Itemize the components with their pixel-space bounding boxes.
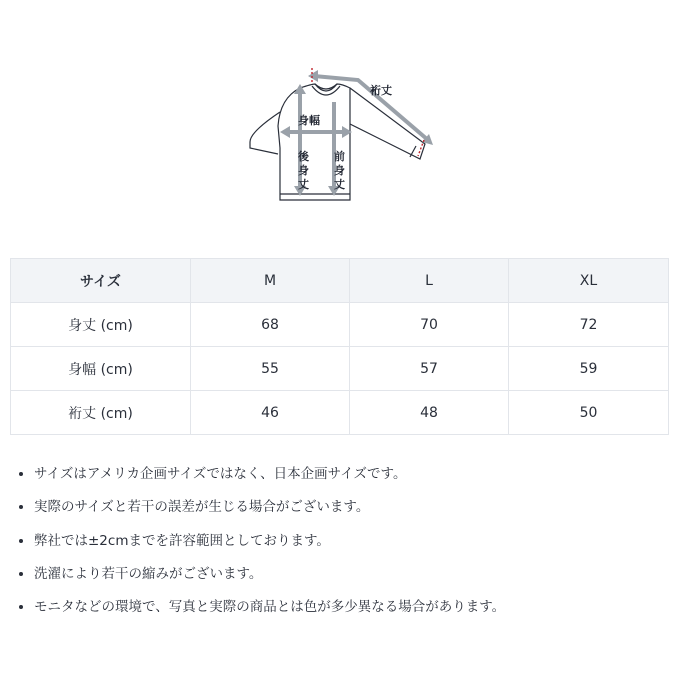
label-front-length [334, 149, 345, 191]
table-row [11, 391, 669, 435]
header-xl: XL [509, 259, 669, 303]
table-header-row [11, 259, 669, 303]
header-size: サイズ [11, 259, 191, 303]
label-back-length [297, 149, 310, 191]
cell-value: 46 [191, 391, 350, 435]
row-label: 裄丈 (cm) [11, 391, 191, 435]
table-row [11, 303, 669, 347]
list-item: • 実際のサイズと若干の誤差が生じる場合がございます。 [34, 491, 680, 524]
size-diagram [240, 62, 440, 212]
cell-value: 48 [350, 391, 509, 435]
row-label: 身幅 (cm) [11, 347, 191, 391]
list-item: • 弊社では±2cmまでを許容範囲としております。 [34, 525, 680, 558]
cell-value: 57 [350, 347, 509, 391]
svg-text:身: 身 [298, 164, 309, 177]
svg-text:身: 身 [334, 164, 345, 177]
cell-value: 68 [191, 303, 350, 347]
cell-value: 50 [509, 391, 669, 435]
label-body-width: 身幅 [298, 114, 320, 127]
list-item: • モニタなどの環境で、写真と実際の商品とは色が多少異なる場合があります。 [34, 591, 680, 624]
seam-markers [312, 68, 424, 156]
cell-value: 59 [509, 347, 669, 391]
svg-text:前: 前 [334, 150, 345, 163]
svg-text:丈: 丈 [298, 178, 309, 191]
svg-text:後: 後 [298, 150, 309, 163]
cell-value: 70 [350, 303, 509, 347]
label-sleeve-length: 裄丈 [370, 84, 392, 97]
header-m: M [191, 259, 350, 303]
cell-value: 55 [191, 347, 350, 391]
header-l: L [350, 259, 509, 303]
cell-value: 72 [509, 303, 669, 347]
table-row [11, 347, 669, 391]
list-item: • サイズはアメリカ企画サイズではなく、日本企画サイズです。 [34, 458, 680, 491]
size-table [10, 258, 669, 435]
list-item: • 洗濯により若干の縮みがございます。 [34, 558, 680, 591]
row-label: 身丈 (cm) [11, 303, 191, 347]
svg-text:丈: 丈 [334, 178, 345, 191]
shirt-outline-graphic [240, 62, 440, 212]
notes-list [16, 458, 680, 624]
